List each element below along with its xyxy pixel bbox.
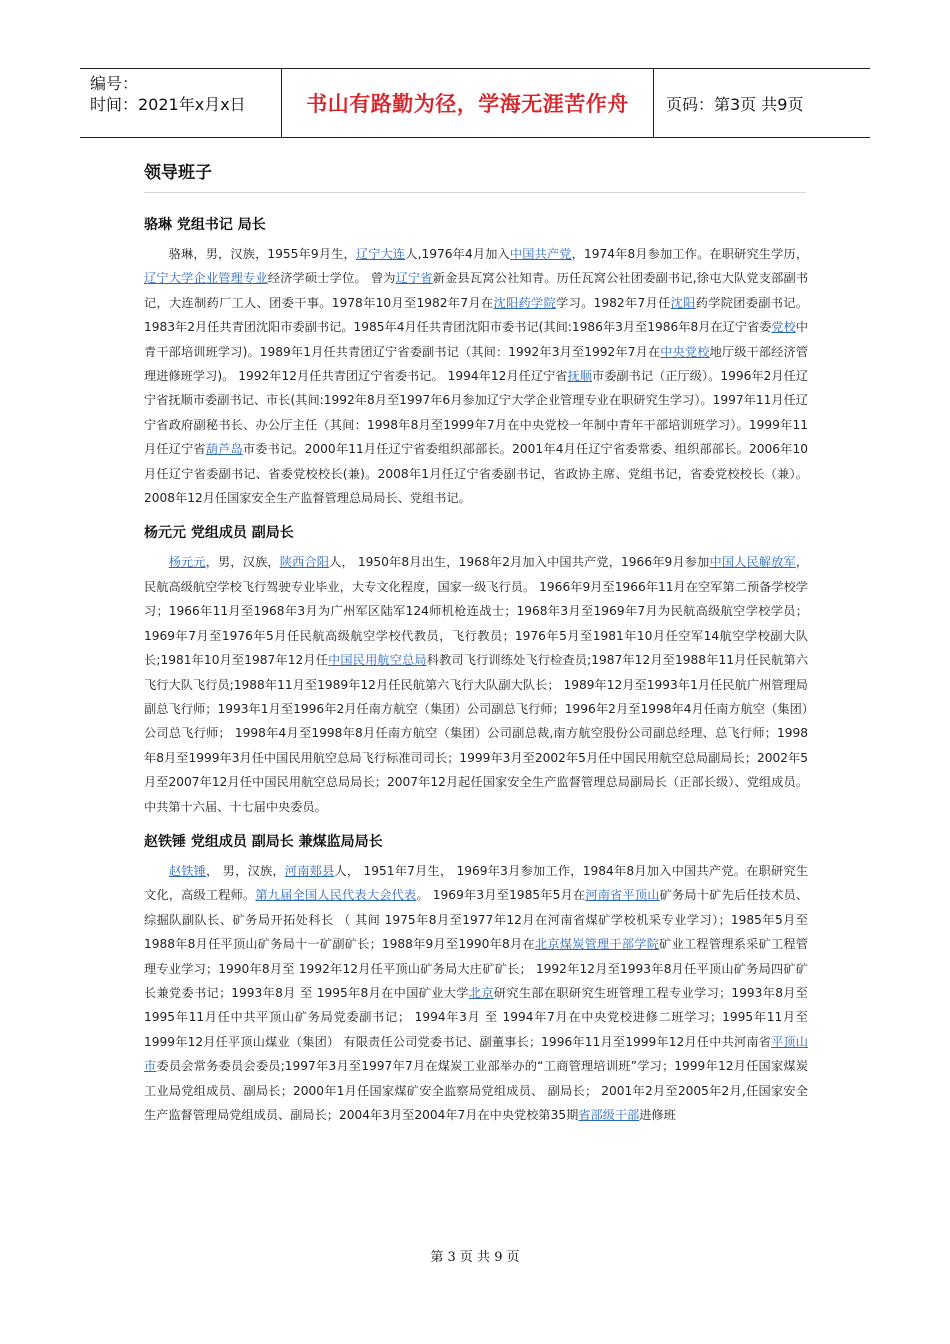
bio-text: ，民航高级航空学校飞行驾驶专业毕业，大专文化程度，国家一级飞行员。 1966年9月至1966年11月在空军第二预备学校学习；1966年11月至1968年3月为广州军区陆军124师机枪连战士；1968年3月至1969年7月为民航高级航空学校学员；1969年7月至1976年5月任民航高级航空学校代教员，飞行教员；1976年5月至1981年10月任空军14航空学校副大队长;1981年10月至1987年12月任 [144,555,809,668]
bio-link[interactable]: 中央党校 [660,344,710,359]
bio-link[interactable]: 抚顺 [567,369,592,384]
leaders-list [144,202,808,1127]
bio-link[interactable]: 党校 [771,320,796,335]
bio-link[interactable]: 北京 [468,985,494,1000]
page-number-label: 页码：第3页 共9页 [666,94,804,114]
bio-text: 人,1976年4月加入 [405,247,510,261]
bio-link[interactable]: 杨元元 [168,555,206,570]
leader-heading: 杨元元 党组成员 副局长 [144,525,294,542]
bio-text: 人， 1950年8月出生，1968年2月加入中国共产党，1966年9月参加 [329,555,710,570]
page-footer: 第 3 页 共 9 页 [430,1250,520,1265]
page-header [80,68,870,138]
number-label: 编号： [90,74,139,93]
bio-link[interactable]: 辽宁大连 [355,247,406,261]
bio-text [144,555,169,569]
bio-text: ，1974年8月参加工作。在职研究生学历， [571,247,809,261]
bio-text: 学习。1982年7月任 [556,295,671,310]
bio-link[interactable]: 北京煤炭管理干部学院 [534,937,660,952]
bio-text: 矿业工程管理系采矿工程管理专业学习；1990年8月至 1992年12月任平顶山矿务局大庄矿矿长； 1992年12月至1993年8月任平顶山矿务局四矿矿长兼党委书记；1993年8月 至 1995年8月在中国矿业大学 [144,937,809,1000]
header-meta [80,69,282,137]
leader-bio [144,550,808,818]
bio-text: 进修班 [639,1108,676,1122]
header-motto: 书山有路勤为径，学海无涯苦作舟 [282,69,654,137]
bio-text: 委员会常务委员会委员;1997年3月至1997年7月在煤炭工业部举办的“工商管理培训班”学习；1999年12月任国家煤炭工业局党组成员、副局长；2000年1月任国家煤矿安全监察局党组成员、 副局长； 2001年2月至2005年2月,任国家安全生产监督管理局党组成员、副局长；2004年3月至2004年7月在中央党校第35期 [144,1059,809,1122]
leader-bio [144,242,808,510]
bio-text: 新金县瓦窝公社知青。历任瓦窝公社团委副书记,徐屯大队党支部副书记，大连制药厂工人、团委干事。1978年10月至1982年7月在 [144,271,809,310]
bio-link[interactable]: 沈阳药学院 [493,295,557,310]
bio-link[interactable]: 沈阳 [670,295,696,310]
bio-text: 市委书记。2000年11月任辽宁省委组织部部长。2001年4月任辽宁省委常委、组织部部长。2006年10月任辽宁省委副书记、省委党校校长(兼)。2008年1月任辽宁省委副书记，省政协主席、党组书记，省委党校校长（兼）。2008年12月任国家安全生产监督管理总局局长、党组书记。 [144,442,809,506]
bio-text: 药学院团委副书记。1983年2月任共青团沈阳市委副书记。1985年4月任共青团沈阳市委书记(其间:1986年3月至1986年8月在辽宁省委 [144,295,809,335]
bio-link[interactable]: 赵铁锤 [168,863,207,878]
bio-text: 地厅级干部经济管理进修班学习)。 1992年12月任共青团辽宁省委书记。 1994年12月任辽宁省 [144,344,809,384]
bio-link[interactable]: 陕西合阳 [279,555,330,570]
bio-link[interactable]: 河南郏县 [284,863,335,878]
section-divider [144,192,806,193]
bio-text: 骆琳，男，汉族，1955年9月生， [144,247,356,261]
bio-link[interactable]: 平顶山市 [144,1034,808,1074]
bio-text: 人， 1951年7月生， 1969年3月参加工作，1984年8月加入中国共产党。在职研究生文化，高级工程师。 [144,863,809,903]
leader-heading: 赵铁锤 党组成员 副局长 兼煤监局局长 [144,833,383,850]
bio-text: 。 1969年3月至1985年5月在 [416,888,586,903]
bio-text: 市委副书记（正厅级）。1996年2月任辽宁省抚顺市委副书记、市长(其间:1992年8月至1997年6月参加辽宁大学企业管理专业在职研究生学习）。1997年11月任辽宁省政府副秘书长、办公厅主任（其间：1998年8月至1999年7月在中央党校一年制中青年干部培训班学习）。1999年11月任辽宁省 [144,369,809,457]
bio-link[interactable]: 第九届全国人民代表大会代表 [255,888,417,903]
bio-link[interactable]: 辽宁省 [395,271,433,286]
bio-text: 矿务局十矿先后任技术员、 综掘队副队长、矿务局开拓处科长 （ 其间 1975年8月至1977年12月在河南省煤矿学校机采专业学习）；1985年5月至1988年8月任平顶山矿务局十一矿副矿长；1988年9月至1990年8月在 [144,888,809,952]
bio-text: ， 男，汉族， [206,863,285,878]
leader-block [144,214,808,510]
leader-block [144,831,808,1127]
bio-text: 科教司飞行训练处飞行检查员;1987年12月至1988年11月任民航第六飞行大队飞行员;1988年11月至1989年12月任民航第六飞行大队副大队长； 1989年12月至1993年1月任民航广州管理局副总飞行师；1993年1月至1996年2月任南方航空（集团）公司副总飞行师；1996年2月至1998年4月任南方航空（集团）公司总飞行师； 1998年4月至1998年8月任南方航空（集团）公司副总裁,南方航空股份公司副总经理、总飞行师；1998年8月至1999年3月任中国民用航空总局飞行标准司司长；1999年3月至2002年5月任中国民用航空总局副局长；2002年5月至2007年12月任中国民用航空总局局长；2007年12月起任国家安全生产监督管理总局副局长（正部长级）、党组成员。 中共第十六届、十七届中央委员。 [144,653,809,814]
bio-link[interactable]: 中国共产党 [509,247,572,261]
bio-text: ，男，汉族， [205,555,280,570]
leader-bio [144,859,808,1127]
bio-link[interactable]: 省部级干部 [578,1108,640,1122]
bio-link[interactable]: 河南省平顶山 [585,888,660,903]
date-label: 时间：2021年x月x日 [90,95,246,114]
bio-text [144,864,169,878]
bio-text: 中青干部培训班学习)。1989年1月任共青团辽宁省委副书记（其间：1992年3月至1992年7月在 [144,320,808,359]
bio-link[interactable]: 中国民用航空总局 [328,653,427,668]
bio-text: 研究生部在职研究生班管理工程专业学习；1993年8月至1995年11月任中共平顶山矿务局党委副书记； 1994年3月 至 1994年7月在中央党校进修二班学习；1995年11月至1999年12月任平顶山煤业（集团） 有限责任公司党委书记、副董事长；1996年11月至1999年12月任中共河南省 [144,985,808,1049]
bio-link[interactable]: 辽宁大学企业管理专业 [144,271,268,286]
bio-text: 经济学硕士学位。 曾为 [267,271,396,286]
leader-heading: 骆琳 党组书记 局长 [144,217,266,233]
bio-link[interactable]: 葫芦岛 [205,442,243,457]
leader-block [144,522,808,818]
section-title: 领导班子 [144,163,212,183]
bio-link[interactable]: 中国人民解放军 [709,555,796,570]
